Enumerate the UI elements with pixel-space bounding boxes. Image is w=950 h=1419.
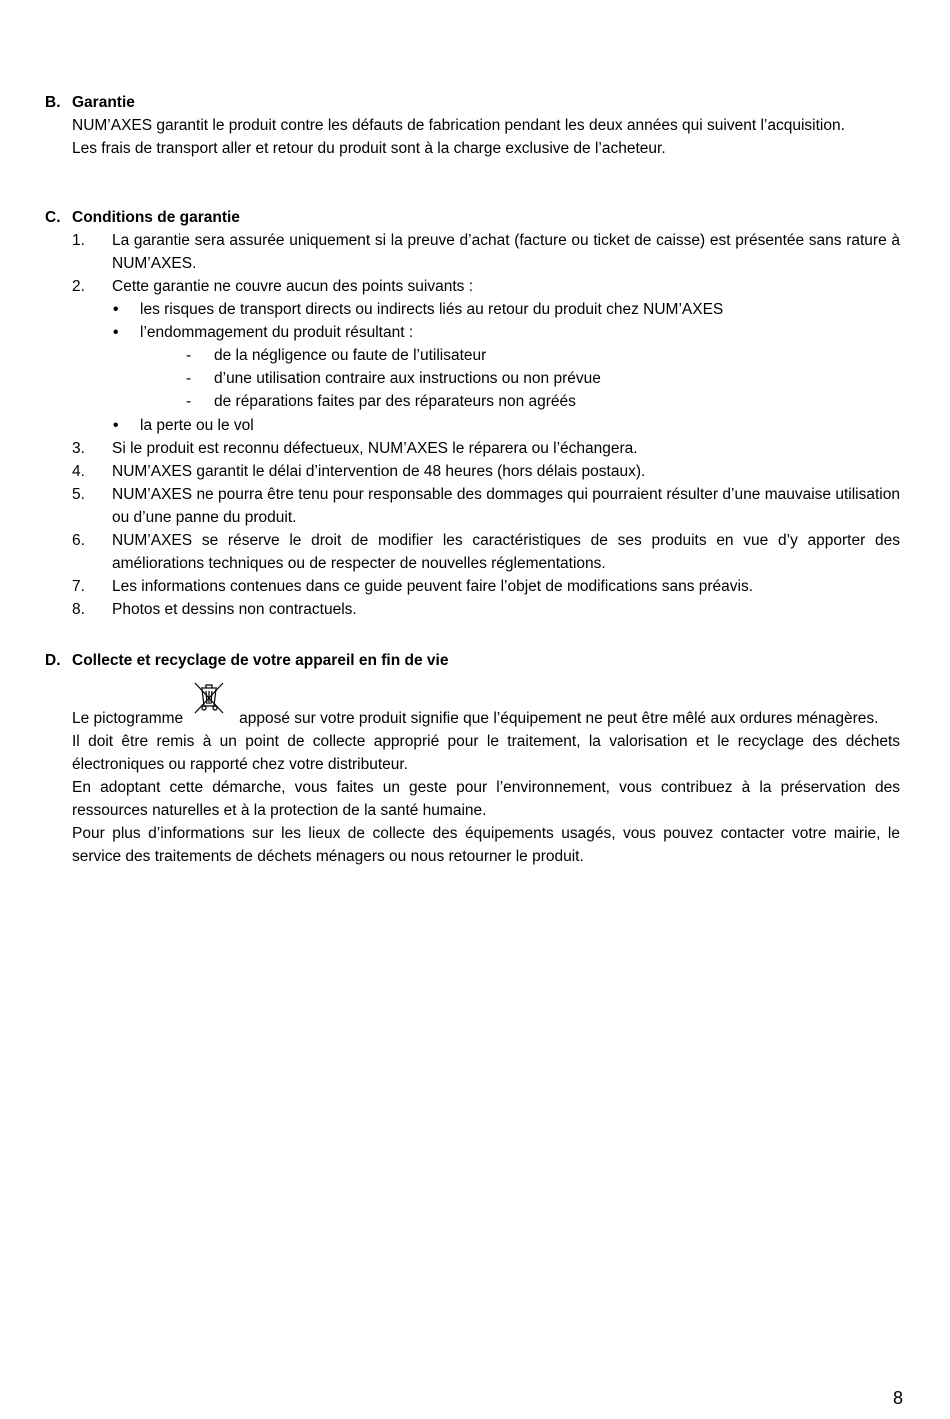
paragraph-text: apposé sur votre produit signifie que l’équipement ne peut être mêlé aux ordures ménagères. [239,710,879,727]
bullet-symbol: • [113,324,119,341]
paragraph: NUM’AXES garantit le produit contre les défauts de fabrication pendant les deux années qui suivent l’acquisition. [72,117,845,134]
bullet-item [112,321,900,344]
section-garantie [45,91,900,160]
list-number: 7. [72,578,85,595]
list-item [72,598,900,621]
bullet-item [112,298,900,321]
list-item [72,460,900,483]
dash-text: de réparations faites par des réparateurs non agréés [214,393,576,410]
section-letter: B. [45,94,61,111]
section-title: Conditions de garantie [72,209,240,226]
list-item [72,483,900,529]
list-item-text: Les informations contenues dans ce guide peuvent faire l’objet de modifications sans préavis. [112,578,754,595]
dash-item [112,367,900,390]
list-number: 4. [72,463,85,480]
list-item-text: Cette garantie ne couvre aucun des points suivants : [112,278,474,295]
section-title: Garantie [72,94,135,111]
bullet-symbol: • [113,301,119,318]
bullet-text: les risques de transport directs ou indirects liés au retour du produit chez NUM’AXES [140,301,724,318]
bullet-text: l’endommagement du produit résultant : [140,324,414,341]
list-item [72,529,900,575]
bullet-symbol: • [113,417,119,434]
section-heading [45,649,900,672]
bullet-list [112,298,900,437]
list-number: 3. [72,440,85,457]
dash-symbol: - [186,370,192,387]
paragraph: En adoptant cette démarche, vous faites un geste pour l’environnement, vous contribuez à la préservation des ressources naturelles et à la protection de la santé humaine. [72,779,900,819]
section-heading [45,206,900,229]
dash-item [112,344,900,367]
paragraph [72,693,900,730]
section-letter: C. [45,209,61,226]
bullet-item [112,414,900,437]
list-item-text: Si le produit est reconnu défectueux, NUM’AXES le réparera ou l’échangera. [112,440,638,457]
list-item [72,229,900,275]
list-number: 5. [72,486,85,503]
bullet-text: la perte ou le vol [140,417,254,434]
list-item [72,275,900,437]
numbered-list [72,229,900,621]
list-number: 1. [72,232,85,249]
dash-item [112,390,900,413]
dash-list [112,344,900,413]
list-number: 2. [72,278,85,295]
dash-text: de la négligence ou faute de l’utilisateur [214,347,487,364]
list-item-text: NUM’AXES se réserve le droit de modifier les caractéristiques de ses produits en vue d’y apporter des améliorations techniques ou de respecter de nouvelles réglementations. [112,532,900,572]
page-number: 8 [892,1388,903,1408]
paragraph: Il doit être remis à un point de collecte approprié pour le traitement, la valorisation et le recyclage des déchets électroniques ou rapporté chez votre distributeur. [72,733,900,773]
dash-symbol: - [186,393,192,410]
list-item [72,437,900,460]
list-number: 8. [72,601,85,618]
section-conditions-de-garantie [45,206,900,621]
list-number: 6. [72,532,85,549]
section-title: Collecte et recyclage de votre appareil en fin de vie [72,652,449,669]
list-item [72,575,900,598]
crossed-out-wheelie-bin-icon [191,681,227,711]
paragraph: Pour plus d’informations sur les lieux de collecte des équipements usagés, vous pouvez contacter votre mairie, le service des traitements de déchets ménagers ou nous retourner le produit. [72,825,900,865]
section-collecte-recyclage [45,649,900,868]
section-heading [45,91,900,114]
list-item-text: La garantie sera assurée uniquement si la preuve d’achat (facture ou ticket de caisse) est présentée sans rature à NUM’AXES. [112,232,900,272]
paragraph-text: Le pictogramme [72,710,184,727]
list-item-text: Photos et dessins non contractuels. [112,601,357,618]
list-item-text: NUM’AXES ne pourra être tenu pour responsable des dommages qui pourraient résulter d’une mauvaise utilisation ou d’une panne du produit. [112,486,900,526]
paragraph: Les frais de transport aller et retour du produit sont à la charge exclusive de l’acheteur. [72,140,666,157]
dash-text: d’une utilisation contraire aux instructions ou non prévue [214,370,601,387]
list-item-text: NUM’AXES garantit le délai d’intervention de 48 heures (hors délais postaux). [112,463,646,480]
section-letter: D. [45,652,61,669]
dash-symbol: - [186,347,192,364]
